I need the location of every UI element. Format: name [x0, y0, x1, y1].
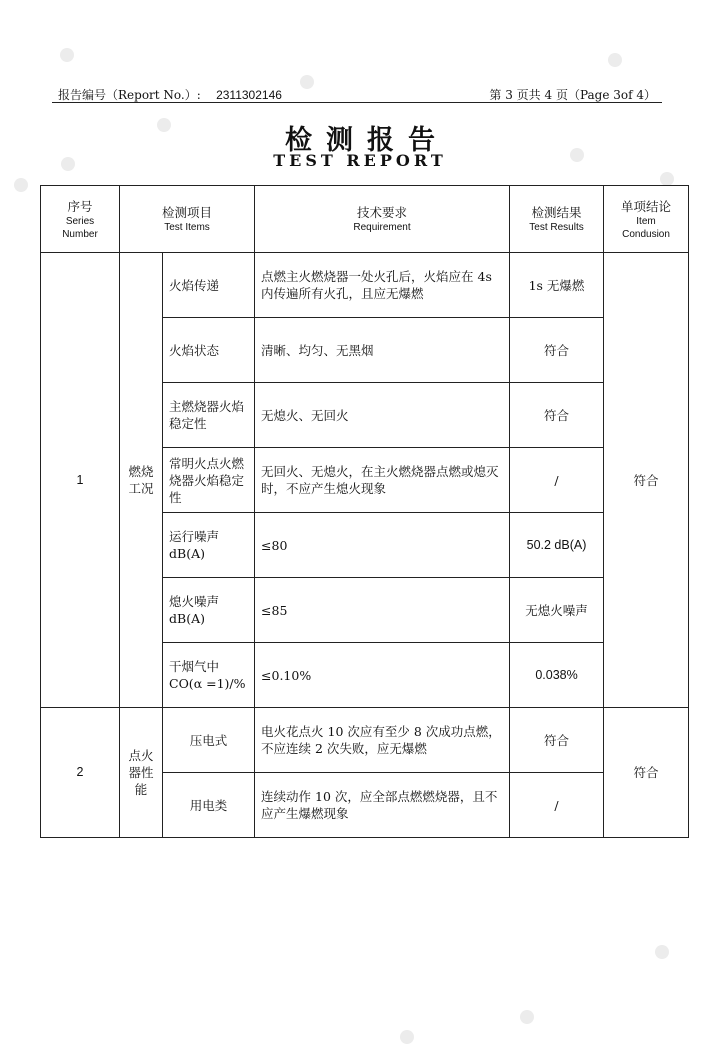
group-conclusion: 符合 [604, 253, 689, 708]
group-number: 2 [41, 708, 120, 838]
result-cell: 0.038% [510, 643, 604, 708]
page-title: 检测报告 [285, 125, 449, 156]
test-item: 运行噪声 dB(A) [163, 513, 255, 578]
page-indicator: 第 3 页共 4 页（Page 3of 4） [489, 88, 656, 102]
requirement-cell: 点燃主火燃烧器一处火孔后，火焰应在 4s 内传遍所有火孔，且应无爆燃 [255, 253, 510, 318]
report-number [58, 86, 282, 103]
requirement-cell: 无回火、无熄火，在主火燃烧器点燃或熄灭时，不应产生熄火现象 [255, 448, 510, 513]
background-dot [608, 53, 622, 67]
test-item: 主燃烧器火焰稳定性 [163, 383, 255, 448]
requirement-cell: 连续动作 10 次，应全部点燃燃烧器，且不应产生爆燃现象 [255, 773, 510, 838]
table-header-row [41, 186, 689, 253]
requirement-cell: ≤0.10% [255, 643, 510, 708]
test-item: 常明火点火燃烧器火焰稳定性 [163, 448, 255, 513]
table-row [41, 253, 689, 318]
page-subtitle: TEST REPORT [273, 151, 447, 170]
result-cell: / [510, 773, 604, 838]
test-item: 火焰状态 [163, 318, 255, 383]
column-header-conclusion: 单项结论 Item Condusion [604, 186, 689, 253]
test-item: 压电式 [163, 708, 255, 773]
report-number-value: 2311302146 [216, 88, 282, 102]
group-conclusion: 符合 [604, 708, 689, 838]
background-dot [60, 48, 74, 62]
test-report-table [40, 185, 689, 838]
column-header-results: 检测结果 Test Results [510, 186, 604, 253]
requirement-cell: 电火花点火 10 次应有至少 8 次成功点燃，不应连续 2 次失败，应无爆燃 [255, 708, 510, 773]
column-header-series: 序号 Series Number [41, 186, 120, 253]
background-dot [660, 172, 674, 186]
column-header-requirement: 技术要求 Requirement [255, 186, 510, 253]
group-category: 燃烧工况 [120, 253, 163, 708]
table-row [41, 708, 689, 773]
test-item: 熄火噪声 dB(A) [163, 578, 255, 643]
result-cell: 符合 [510, 318, 604, 383]
requirement-cell: 清晰、均匀、无黑烟 [255, 318, 510, 383]
requirement-cell: ≤85 [255, 578, 510, 643]
test-item: 火焰传递 [163, 253, 255, 318]
test-item: 干烟气中 CO(α =1)/% [163, 643, 255, 708]
background-dot [14, 178, 28, 192]
background-dot [520, 1010, 534, 1024]
result-cell: 符合 [510, 708, 604, 773]
result-cell: 符合 [510, 383, 604, 448]
requirement-cell: ≤80 [255, 513, 510, 578]
report-number-label: 报告编号（Report No.）: [58, 88, 201, 102]
background-dot [400, 1030, 414, 1044]
column-header-items: 检测项目 Test Items [120, 186, 255, 253]
group-category: 点火器性能 [120, 708, 163, 838]
result-cell: / [510, 448, 604, 513]
result-cell: 1s 无爆燃 [510, 253, 604, 318]
result-cell: 50.2 dB(A) [510, 513, 604, 578]
requirement-cell: 无熄火、无回火 [255, 383, 510, 448]
result-cell: 无熄火噪声 [510, 578, 604, 643]
test-item: 用电类 [163, 773, 255, 838]
background-dot [655, 945, 669, 959]
report-header [52, 84, 662, 103]
group-number: 1 [41, 253, 120, 708]
